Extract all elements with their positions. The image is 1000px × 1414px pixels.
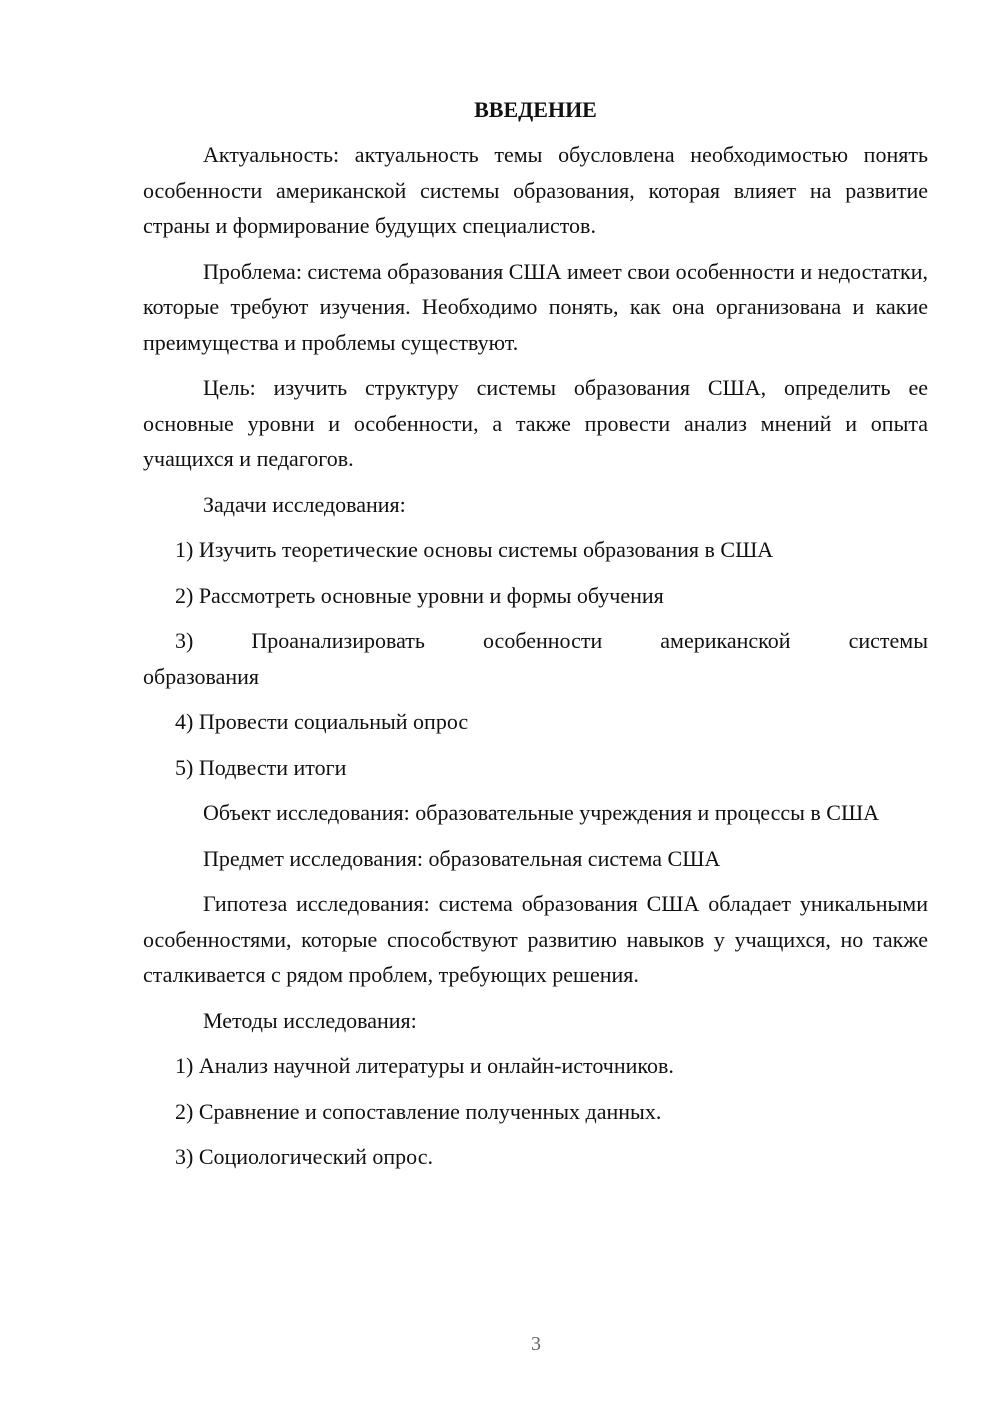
task-item-3-word: особенности xyxy=(483,628,603,653)
task-item-3 xyxy=(143,623,928,694)
tasks-title: Задачи исследования: xyxy=(203,491,406,517)
section-heading: ВВЕДЕНИЕ xyxy=(474,97,597,122)
paragraph-hypothesis: Гипотеза исследования: система образования США обладает уникальными особенностями, которые способствуют развитию навыков у учащихся, но также сталкивается с рядом проблем, требующих решения. xyxy=(143,891,928,987)
method-item-2: 2) Сравнение и сопоставление полученных данных. xyxy=(175,1098,662,1124)
task-item-3-word: американской xyxy=(660,628,791,653)
methods-title: Методы исследования: xyxy=(203,1007,417,1033)
task-item-3-second-line: образования xyxy=(143,663,260,689)
page-content xyxy=(143,92,928,1185)
paragraph-problem: Проблема: система образования США имеет свои особенности и недостатки, которые требуют изучения. Необходимо понять, как она организована и какие преимущества и проблемы существуют. xyxy=(143,258,928,355)
method-item-3: 3) Социологический опрос. xyxy=(175,1144,433,1169)
paragraph-object: Объект исследования: образовательные учреждения и процессы в США xyxy=(203,800,880,825)
task-item-3-word: системы xyxy=(848,628,928,653)
task-item-2: 2) Рассмотреть основные уровни и формы обучения xyxy=(175,582,664,608)
page-number: 3 xyxy=(531,1333,541,1355)
task-item-3-word: Проанализировать xyxy=(251,628,425,653)
task-item-1: 1) Изучить теоретические основы системы образования в США xyxy=(175,537,774,562)
paragraph-subject: Предмет исследования: образовательная система США xyxy=(203,845,721,871)
task-item-3-first-line xyxy=(143,623,928,659)
paragraph-relevance: Актуальность: актуальность темы обусловлена необходимостью понять особенности американской системы образования, которая влияет на развитие страны и формирование будущих специалистов. xyxy=(143,142,928,238)
task-item-3-word: 3) xyxy=(175,628,194,653)
paragraph-goal: Цель: изучить структуру системы образования США, определить ее основные уровни и особенности, а также провести анализ мнений и опыта учащихся и педагогов. xyxy=(143,375,928,471)
task-item-5: 5) Подвести итоги xyxy=(175,754,347,780)
task-item-4: 4) Провести социальный опрос xyxy=(175,709,469,734)
method-item-1: 1) Анализ научной литературы и онлайн-источников. xyxy=(175,1053,674,1078)
